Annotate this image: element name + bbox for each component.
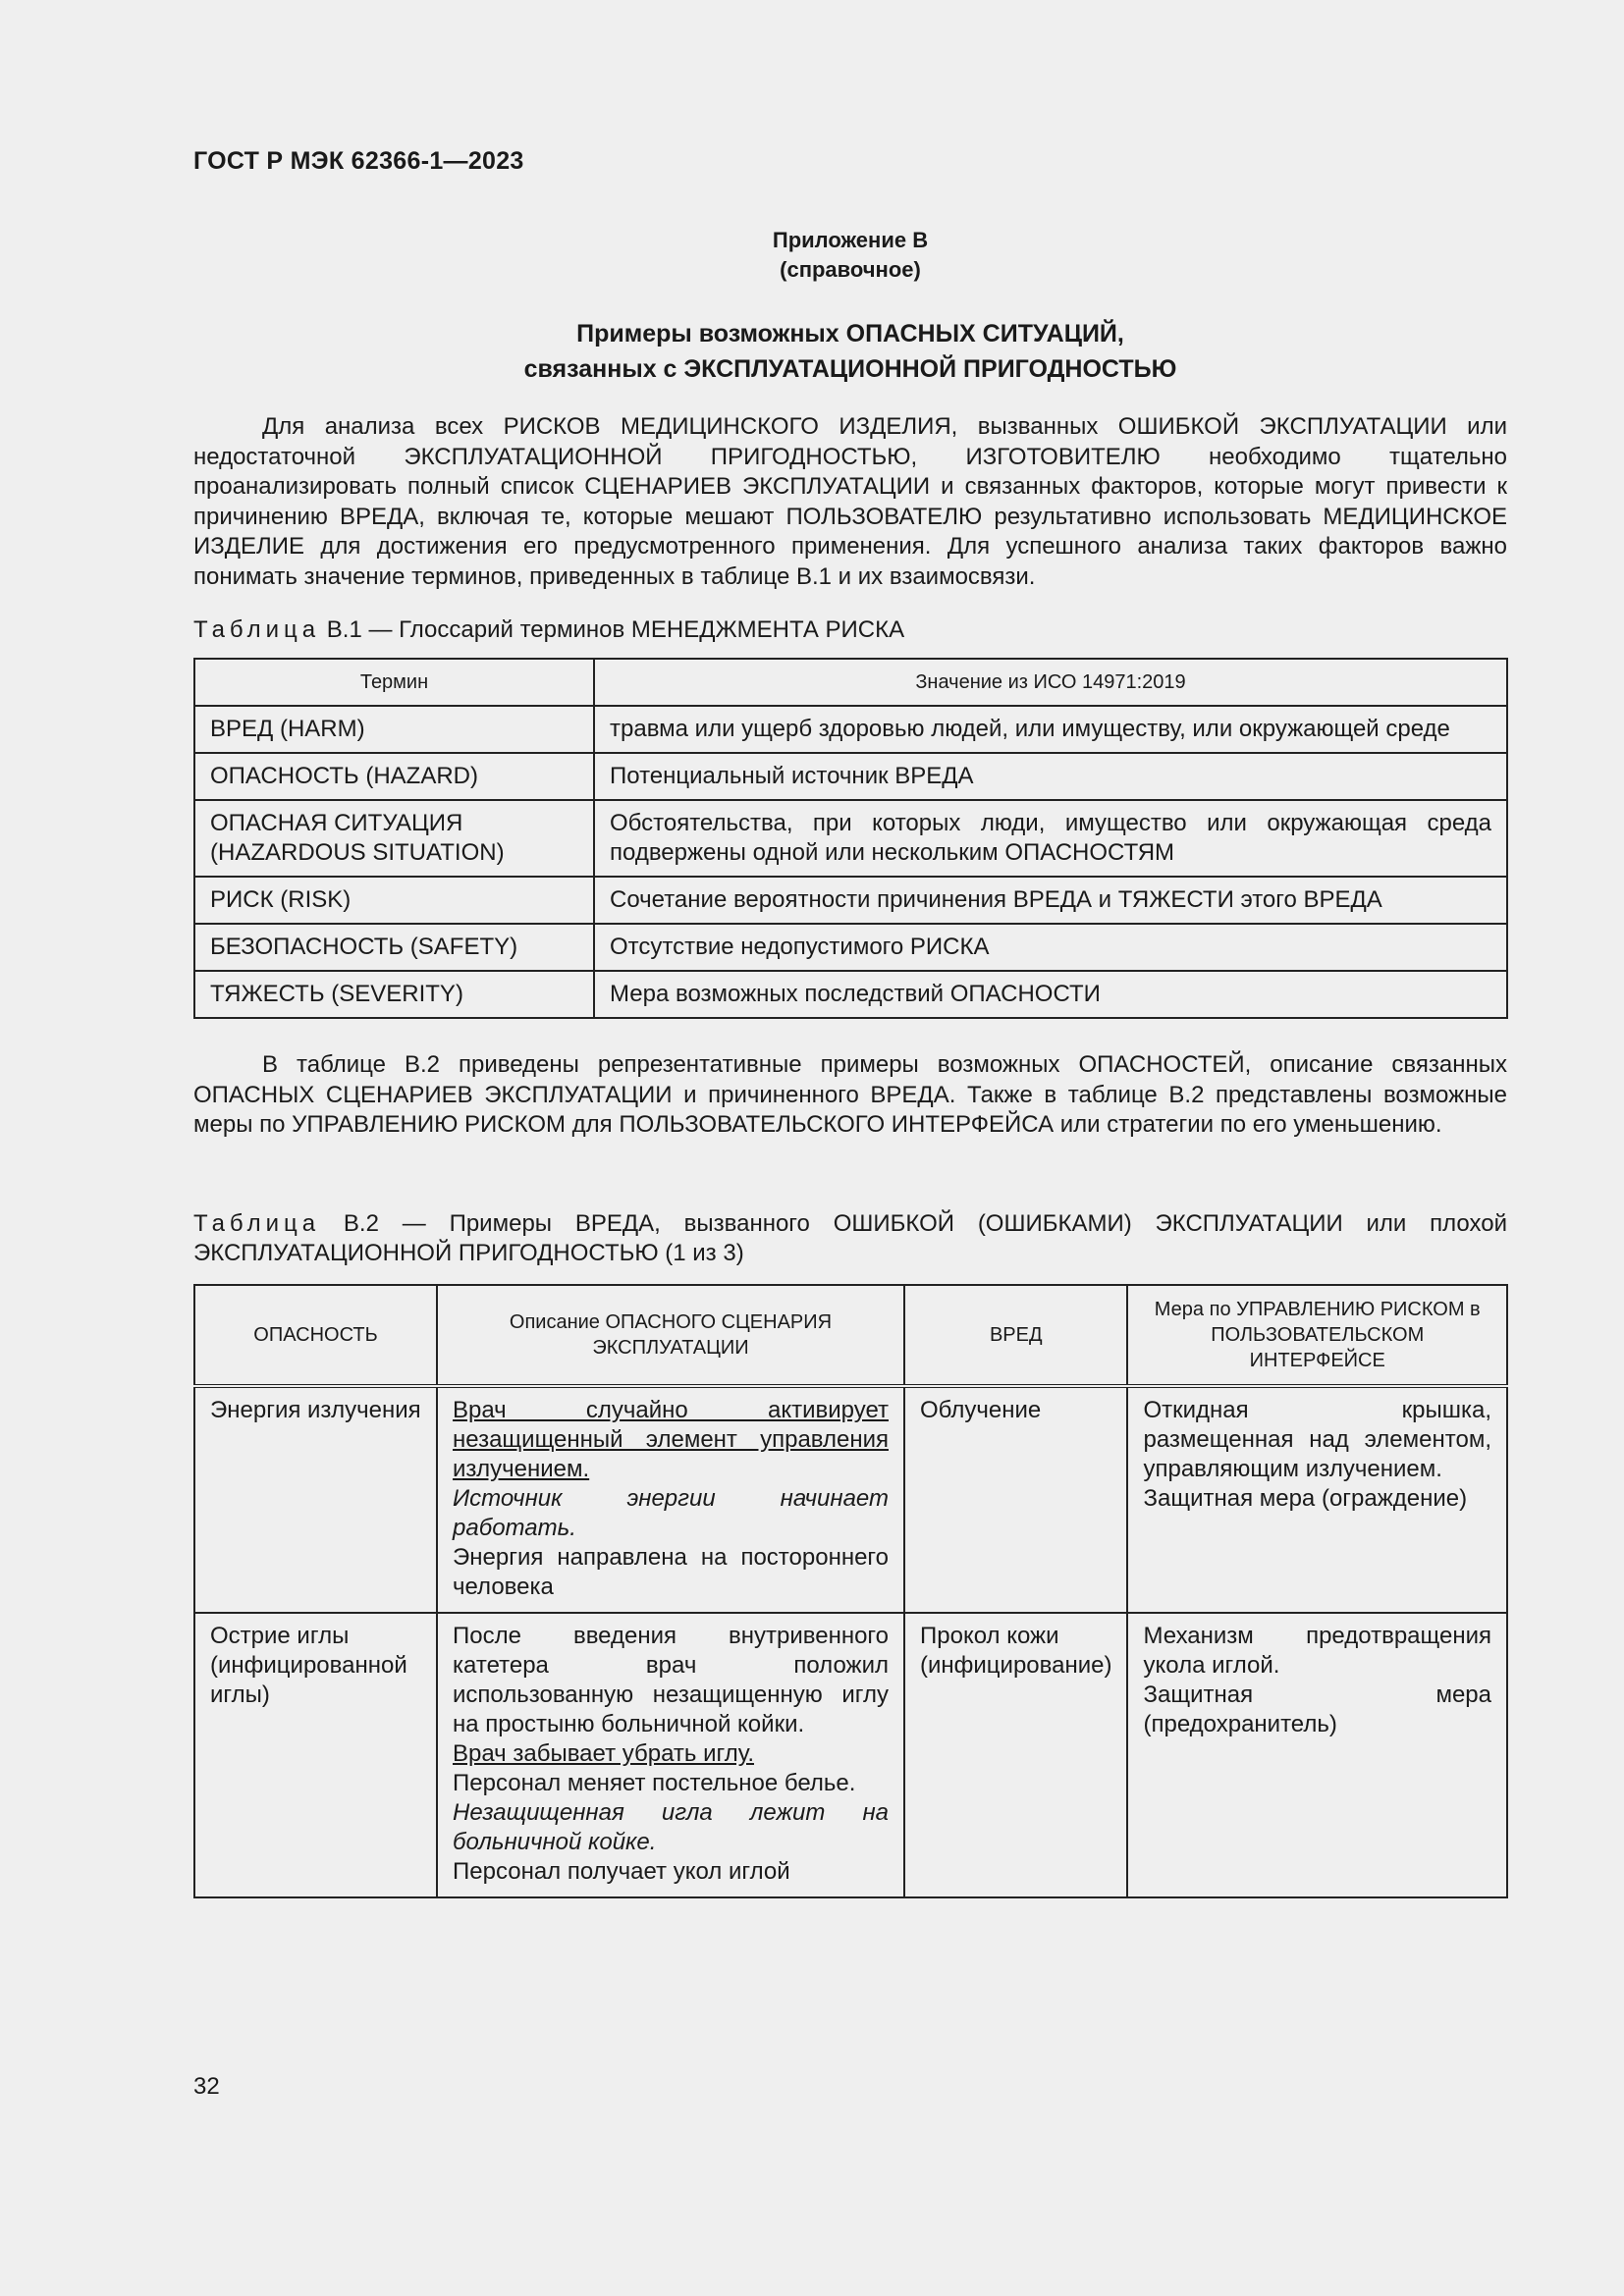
scenario-context-text: После введения внутривенного катетера врач положил использованную незащищенную иглу на простыню больничной койки.	[453, 1623, 889, 1737]
column-header-risk-control: Мера по УПРАВЛЕНИЮ РИСКОМ в ПОЛЬЗОВАТЕЛЬСКОМ ИНТЕРФЕЙСЕ	[1127, 1285, 1507, 1386]
scenario-cell	[437, 1386, 904, 1613]
table-row	[194, 1386, 1507, 1613]
section-title-line2: связанных с ЭКСПЛУАТАЦИОННОЙ ПРИГОДНОСТЬЮ	[523, 355, 1177, 383]
intro-paragraph: Для анализа всех РИСКОВ МЕДИЦИНСКОГО ИЗДЕЛИЯ, вызванных ОШИБКОЙ ЭКСПЛУАТАЦИИ или недостаточной ЭКСПЛУАТАЦИОННОЙ ПРИГОДНОСТЬЮ, ИЗГОТОВИТЕЛЮ необходимо тщательно проанализировать полный список СЦЕНАРИЕВ ЭКСПЛУАТАЦИИ и связанных факторов, которые могут привести к причинению ВРЕДА, включая те, которые мешают ПОЛЬЗОВАТЕЛЮ результативно использовать МЕДИЦИНСКОЕ ИЗДЕЛИЕ для достижения его предусмотренного применения. Для успешного анализа таких факторов важно понимать значение терминов, приведенных в таблице В.1 и их взаимосвязи.	[193, 413, 1507, 590]
scenario-action-text: Персонал меняет постельное белье.	[453, 1770, 856, 1796]
glossary-table	[193, 658, 1508, 1019]
table-row	[194, 877, 1507, 924]
column-header-term: Термин	[194, 659, 594, 706]
risk-control-cell	[1127, 1386, 1507, 1613]
annex-status: (справочное)	[780, 257, 921, 282]
table2-caption-text: В.2 — Примеры ВРЕДА, вызванного ОШИБКОЙ (ОШИБКАМИ) ЭКСПЛУАТАЦИИ или плохой ЭКСПЛУАТАЦИОННОЙ ПРИГОДНОСТЬЮ (1 из 3)	[193, 1210, 1507, 1266]
term-cell: ОПАСНОСТЬ (HAZARD)	[194, 753, 594, 800]
annex-title: Приложение В	[772, 228, 929, 252]
annex-heading	[193, 226, 1507, 285]
column-header-scenario: Описание ОПАСНОГО СЦЕНАРИЯ ЭКСПЛУАТАЦИИ	[437, 1285, 904, 1386]
hazard-cell: Энергия излучения	[194, 1386, 437, 1613]
meaning-cell: Отсутствие недопустимого РИСКА	[594, 924, 1507, 971]
harm-cell: Прокол кожи (инфицирование)	[904, 1613, 1127, 1897]
term-cell: РИСК (RISK)	[194, 877, 594, 924]
column-header-hazard: ОПАСНОСТЬ	[194, 1285, 437, 1386]
table1-caption	[193, 615, 1507, 645]
table-header-row	[194, 1285, 1507, 1386]
meaning-cell: Потенциальный источник ВРЕДА	[594, 753, 1507, 800]
table-header-row	[194, 659, 1507, 706]
risk-control-measure: Откидная крышка, размещенная над элементом, управляющим излучением.	[1143, 1397, 1491, 1482]
term-cell: ВРЕД (HARM)	[194, 706, 594, 753]
table-row	[194, 800, 1507, 877]
hazard-cell: Острие иглы (инфицированной иглы)	[194, 1613, 437, 1897]
term-cell: БЕЗОПАСНОСТЬ (SAFETY)	[194, 924, 594, 971]
column-header-meaning: Значение из ИСО 14971:2019	[594, 659, 1507, 706]
meaning-cell: Мера возможных последствий ОПАСНОСТИ	[594, 971, 1507, 1018]
section-title-line1: Примеры возможных ОПАСНЫХ СИТУАЦИЙ,	[576, 320, 1124, 347]
meaning-cell: травма или ущерб здоровью людей, или имуществу, или окружающей среде	[594, 706, 1507, 753]
harm-examples-table	[193, 1284, 1508, 1898]
meaning-cell: Сочетание вероятности причинения ВРЕДА и ТЯЖЕСТИ этого ВРЕДА	[594, 877, 1507, 924]
table2-caption-prefix: Таблица	[193, 1210, 321, 1237]
table2-intro-paragraph: В таблице В.2 приведены репрезентативные примеры возможных ОПАСНОСТЕЙ, описание связанных ОПАСНЫХ СЦЕНАРИЕВ ЭКСПЛУАТАЦИИ и причиненного ВРЕДА. Также в таблице В.2 представлены возможные меры по УПРАВЛЕНИЮ РИСКОМ для ПОЛЬЗОВАТЕЛЬСКОГО ИНТЕРФЕЙСА или стратегии по его уменьшению.	[193, 1051, 1507, 1138]
scenario-trigger-text: Врач забывает убрать иглу.	[453, 1740, 754, 1767]
table-row	[194, 706, 1507, 753]
table-row	[194, 1613, 1507, 1897]
table-row	[194, 971, 1507, 1018]
term-cell: ОПАСНАЯ СИТУАЦИЯ (HAZARDOUS SITUATION)	[194, 800, 594, 877]
table2-caption	[193, 1209, 1507, 1268]
risk-control-cell	[1127, 1613, 1507, 1897]
scenario-event-text: Источник энергии начинает работать.	[453, 1485, 889, 1541]
column-header-harm: ВРЕД	[904, 1285, 1127, 1386]
scenario-cell	[437, 1613, 904, 1897]
meaning-cell: Обстоятельства, при которых люди, имущество или окружающая среда подвержены одной или нескольким ОПАСНОСТЯМ	[594, 800, 1507, 877]
harm-cell: Облучение	[904, 1386, 1127, 1613]
table-row	[194, 753, 1507, 800]
page-number: 32	[193, 2073, 220, 2100]
table-row	[194, 924, 1507, 971]
table1-caption-prefix: Таблица	[193, 616, 321, 643]
risk-control-type: Защитная мера (ограждение)	[1143, 1485, 1468, 1512]
scenario-trigger-text: Врач случайно активирует незащищенный элемент управления излучением.	[453, 1397, 889, 1482]
risk-control-type: Защитная мера (предохранитель)	[1143, 1682, 1491, 1737]
section-title	[193, 316, 1507, 387]
scenario-event-text: Незащищенная игла лежит на больничной койке.	[453, 1799, 889, 1855]
document-header: ГОСТ Р МЭК 62366-1—2023	[193, 147, 524, 175]
scenario-outcome-text: Персонал получает укол иглой	[453, 1858, 790, 1885]
scenario-outcome-text: Энергия направлена на постороннего человека	[453, 1544, 889, 1600]
term-cell: ТЯЖЕСТЬ (SEVERITY)	[194, 971, 594, 1018]
table1-caption-text: В.1 — Глоссарий терминов МЕНЕДЖМЕНТА РИСКА	[320, 616, 905, 643]
risk-control-measure: Механизм предотвращения укола иглой.	[1143, 1623, 1491, 1679]
